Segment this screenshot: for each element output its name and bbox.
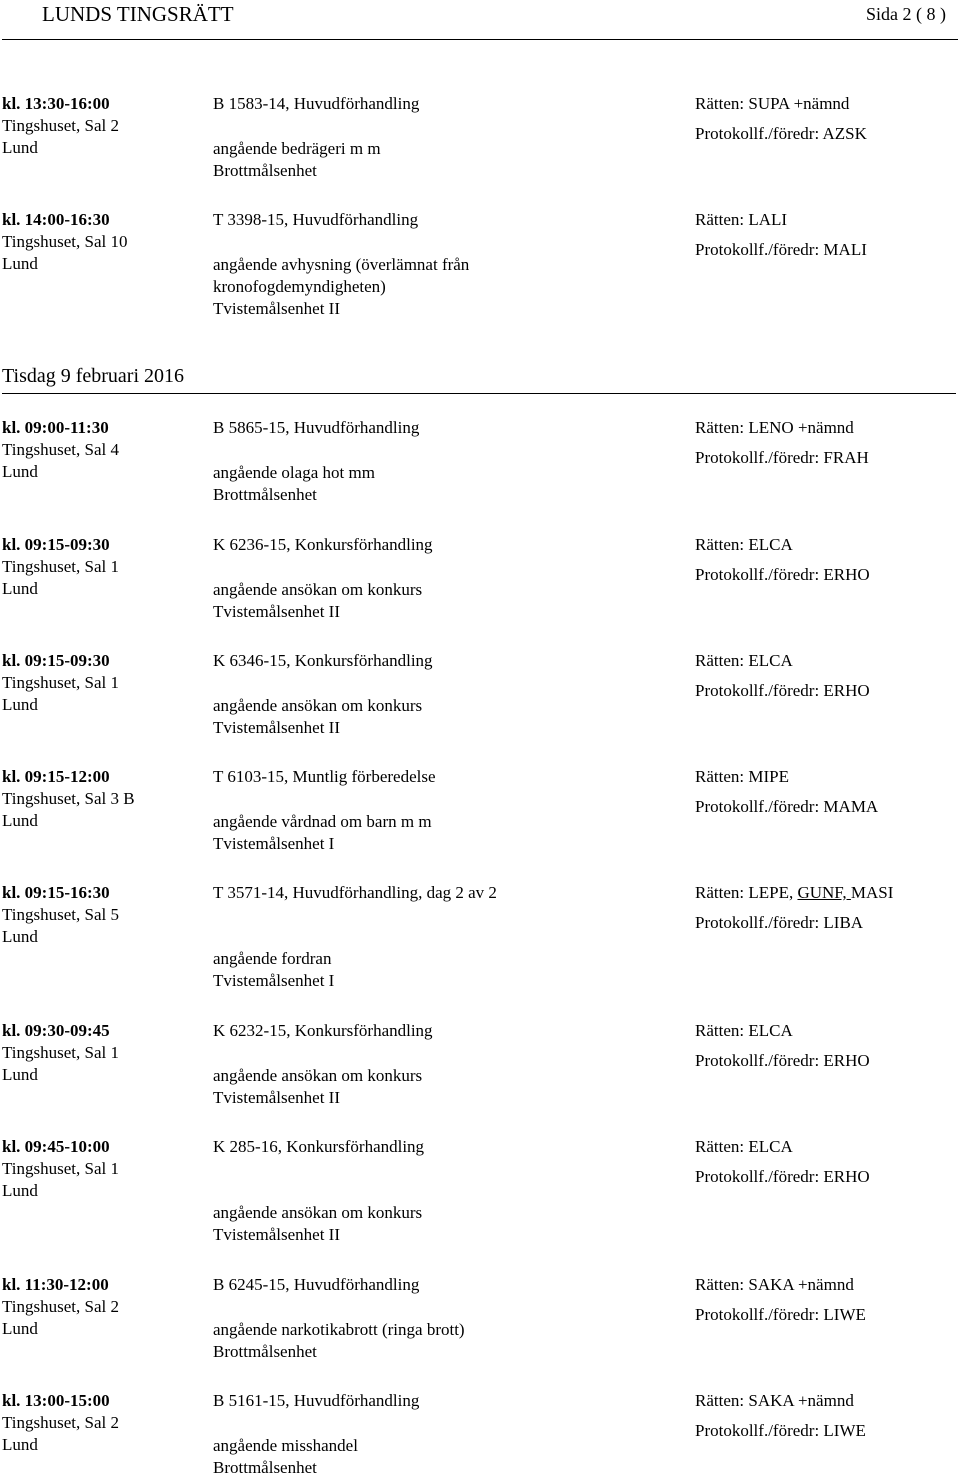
lay-judges: +nämnd	[793, 418, 854, 437]
hearing-time: kl. 11:30-12:00	[2, 1275, 109, 1294]
courtroom: Tingshuset, Sal 2	[2, 116, 119, 135]
page-number: Sida 2 ( 8 )	[866, 4, 946, 24]
hearing-time: kl. 13:00-15:00	[2, 1391, 110, 1410]
hearing-time: kl. 09:15-09:30	[2, 651, 110, 670]
courtroom: Tingshuset, Sal 3 B	[2, 789, 135, 808]
courtroom: Tingshuset, Sal 1	[2, 673, 119, 692]
clerk-row	[695, 1305, 866, 1325]
court-unit: Tvistemålsenhet II	[213, 299, 340, 318]
clerk-row	[695, 913, 863, 933]
city: Lund	[2, 695, 38, 714]
clerk-code: MALI	[823, 240, 867, 259]
judge-code: LEPE,	[748, 883, 798, 902]
hearing-time: kl. 09:45-10:00	[2, 1137, 110, 1156]
hearing-time: kl. 09:15-16:30	[2, 883, 110, 902]
court-composition	[695, 210, 787, 230]
case-subject: angående avhysning (överlämnat från	[213, 255, 470, 274]
court-label: Rätten:	[695, 418, 749, 437]
case-number: T 3571-14, Huvudförhandling, dag 2 av 2	[213, 883, 497, 902]
case-subject: angående ansökan om konkurs	[213, 1203, 423, 1222]
hearing-time: kl. 09:30-09:45	[2, 1021, 110, 1040]
clerk-row	[695, 1051, 870, 1071]
city: Lund	[2, 138, 38, 157]
case-subject: angående ansökan om konkurs	[213, 580, 423, 599]
court-label: Rätten:	[695, 535, 749, 554]
clerk-row	[695, 1167, 870, 1187]
court-label: Rätten:	[695, 1275, 749, 1294]
court-composition	[695, 1137, 793, 1157]
judge-code: LALI	[748, 210, 788, 229]
case-number: B 5161-15, Huvudförhandling	[213, 1391, 420, 1410]
case-subject: angående fordran	[213, 949, 332, 968]
case-subject: angående bedrägeri m m	[213, 139, 381, 158]
court-label: Rätten:	[695, 883, 749, 902]
city: Lund	[2, 1435, 38, 1454]
clerk-label: Protokollf./föredr:	[695, 1421, 824, 1440]
city: Lund	[2, 462, 38, 481]
court-label: Rätten:	[695, 1021, 749, 1040]
clerk-code: LIWE	[823, 1305, 866, 1324]
clerk-row	[695, 448, 869, 468]
clerk-label: Protokollf./föredr:	[695, 565, 824, 584]
hearing-time: kl. 09:15-09:30	[2, 535, 110, 554]
judge-code: GUNF,	[797, 883, 851, 902]
court-composition	[695, 418, 854, 438]
court-unit: Tvistemålsenhet I	[213, 971, 335, 990]
court-name: LUNDS TINGSRÄTT	[42, 2, 234, 26]
clerk-label: Protokollf./föredr:	[695, 124, 823, 143]
courtroom: Tingshuset, Sal 5	[2, 905, 119, 924]
clerk-row	[695, 565, 870, 585]
city: Lund	[2, 811, 38, 830]
court-label: Rätten:	[695, 1391, 749, 1410]
court-unit: Brottmålsenhet	[213, 1342, 317, 1361]
judge-code: MASI	[850, 883, 894, 902]
judge-code: SUPA	[748, 94, 790, 113]
judge-code: MIPE	[748, 767, 789, 786]
court-label: Rätten:	[695, 94, 749, 113]
court-unit: Brottmålsenhet	[213, 1458, 317, 1477]
courtroom: Tingshuset, Sal 10	[2, 232, 128, 251]
clerk-row	[695, 681, 870, 701]
case-subject: angående narkotikabrott (ringa brott)	[213, 1320, 465, 1339]
court-composition	[695, 1275, 854, 1295]
clerk-row	[695, 797, 878, 817]
judge-code: ELCA	[748, 1137, 793, 1156]
court-label: Rätten:	[695, 651, 749, 670]
clerk-code: AZSK	[822, 124, 867, 143]
clerk-label: Protokollf./föredr:	[695, 1167, 824, 1186]
clerk-label: Protokollf./föredr:	[695, 448, 824, 467]
case-subject: angående ansökan om konkurs	[213, 696, 423, 715]
court-unit: Tvistemålsenhet II	[213, 1088, 340, 1107]
court-composition	[695, 535, 793, 555]
hearing-time: kl. 13:30-16:00	[2, 94, 110, 113]
court-label: Rätten:	[695, 1137, 749, 1156]
court-unit: Tvistemålsenhet II	[213, 602, 340, 621]
clerk-code: LIWE	[823, 1421, 866, 1440]
court-unit: Tvistemålsenhet I	[213, 834, 335, 853]
lay-judges: +nämnd	[793, 1391, 854, 1410]
clerk-code: MAMA	[823, 797, 879, 816]
clerk-row	[695, 124, 867, 144]
city: Lund	[2, 1065, 38, 1084]
court-unit: Brottmålsenhet	[213, 485, 317, 504]
courtroom: Tingshuset, Sal 2	[2, 1413, 119, 1432]
court-composition	[695, 767, 789, 787]
hearing-time: kl. 09:00-11:30	[2, 418, 109, 437]
clerk-code: ERHO	[823, 565, 870, 584]
courtroom: Tingshuset, Sal 4	[2, 440, 119, 459]
courtroom: Tingshuset, Sal 1	[2, 1159, 119, 1178]
case-number: K 6236-15, Konkursförhandling	[213, 535, 433, 554]
judge-code: LENO	[748, 418, 794, 437]
court-composition	[695, 94, 849, 114]
judge-code: SAKA	[748, 1391, 794, 1410]
court-label: Rätten:	[695, 210, 749, 229]
clerk-label: Protokollf./föredr:	[695, 797, 824, 816]
court-label: Rätten:	[695, 767, 749, 786]
case-subject: angående olaga hot mm	[213, 463, 375, 482]
judge-code: ELCA	[748, 1021, 793, 1040]
case-number: T 6103-15, Muntlig förberedelse	[213, 767, 436, 786]
hearing-time: kl. 09:15-12:00	[2, 767, 110, 786]
court-unit: Brottmålsenhet	[213, 161, 317, 180]
case-subject: angående vårdnad om barn m m	[213, 812, 432, 831]
clerk-label: Protokollf./föredr:	[695, 913, 824, 932]
courtroom: Tingshuset, Sal 1	[2, 557, 119, 576]
clerk-label: Protokollf./föredr:	[695, 1051, 824, 1070]
case-subject: kronofogdemyndigheten)	[213, 277, 386, 296]
lay-judges: +nämnd	[793, 1275, 854, 1294]
clerk-row	[695, 240, 867, 260]
courtroom: Tingshuset, Sal 1	[2, 1043, 119, 1062]
court-unit: Tvistemålsenhet II	[213, 1225, 340, 1244]
lay-judges: +nämnd	[789, 94, 850, 113]
judge-code: SAKA	[748, 1275, 794, 1294]
clerk-code: ERHO	[823, 1051, 870, 1070]
case-subject: angående ansökan om konkurs	[213, 1066, 423, 1085]
court-composition	[695, 651, 793, 671]
court-composition	[695, 1391, 854, 1411]
city: Lund	[2, 1181, 38, 1200]
case-number: B 1583-14, Huvudförhandling	[213, 94, 420, 113]
case-number: B 6245-15, Huvudförhandling	[213, 1275, 420, 1294]
case-number: K 6232-15, Konkursförhandling	[213, 1021, 433, 1040]
clerk-label: Protokollf./föredr:	[695, 1305, 824, 1324]
judge-code: ELCA	[748, 535, 793, 554]
clerk-label: Protokollf./föredr:	[695, 681, 824, 700]
court-composition	[695, 1021, 793, 1041]
case-subject: angående misshandel	[213, 1436, 358, 1455]
clerk-code: ERHO	[823, 1167, 870, 1186]
clerk-code: FRAH	[823, 448, 869, 467]
city: Lund	[2, 254, 38, 273]
case-number: B 5865-15, Huvudförhandling	[213, 418, 420, 437]
court-composition	[695, 883, 893, 903]
clerk-code: LIBA	[823, 913, 864, 932]
hearing-time: kl. 14:00-16:30	[2, 210, 110, 229]
city: Lund	[2, 927, 38, 946]
day-divider	[2, 393, 956, 394]
case-number: K 6346-15, Konkursförhandling	[213, 651, 433, 670]
judge-code: ELCA	[748, 651, 793, 670]
day-heading: Tisdag 9 februari 2016	[2, 365, 185, 387]
case-number: K 285-16, Konkursförhandling	[213, 1137, 425, 1156]
city: Lund	[2, 1319, 38, 1338]
case-number: T 3398-15, Huvudförhandling	[213, 210, 419, 229]
clerk-code: ERHO	[823, 681, 870, 700]
clerk-label: Protokollf./föredr:	[695, 240, 824, 259]
court-unit: Tvistemålsenhet II	[213, 718, 340, 737]
clerk-row	[695, 1421, 866, 1441]
courtroom: Tingshuset, Sal 2	[2, 1297, 119, 1316]
header-divider	[2, 39, 958, 40]
city: Lund	[2, 579, 38, 598]
